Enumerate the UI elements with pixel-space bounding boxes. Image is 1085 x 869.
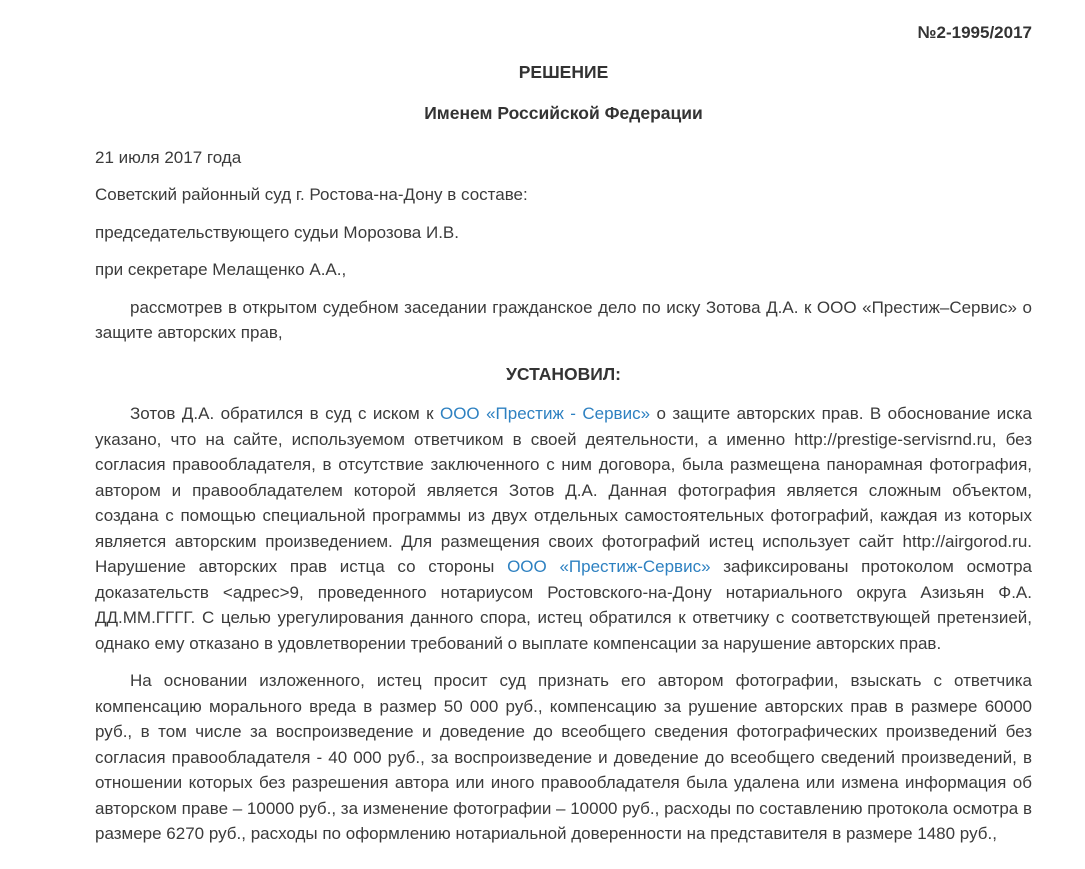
paragraph-text-segment: Зотов Д.А. обратился в суд с иском к — [130, 404, 440, 423]
court-name-line: Советский районный суд г. Ростова-на-Дону в составе: — [95, 185, 528, 204]
decision-date-line: 21 июля 2017 года — [95, 147, 242, 167]
case-summary-paragraph: рассмотрев в открытом судебном заседании гражданское дело по иску Зотова Д.А. к ООО «Престиж–Сервис» о защите авторских прав, — [95, 297, 1032, 342]
paragraph-text-segment: зафиксированы протоколом осмотра доказательств <адрес>9, проведенного нотариусом Ростовского-на-Дону нотариального округа Азизьян Ф.А. ДД.ММ.ГГГГ. С целью урегулирования данного спора, истец обратился к ответчику с соответствующей претензией, однако ему отказано в удовлетворении требований о выплате компенсации за нарушение авторских прав. — [95, 557, 1032, 653]
established-heading: УСТАНОВИЛ: — [506, 363, 621, 384]
case-number: №2-1995/2017 — [917, 23, 1032, 42]
defendant-company-link[interactable]: ООО «Престиж - Сервис» — [439, 404, 651, 423]
demands-paragraph: На основании изложенного, истец просит суд признать его автором фотографии, взыскать с ответчика компенсацию морального вреда в размер 50 000 руб., компенсацию за рушение авторских прав в размере 60000 руб., в том числе за воспроизведение и доведение до всеобщего сведения фотографических произведений без согласия правообладателя - 40 000 руб., за воспроизведение и доведение до всеобщего сведений произведений, в отношении которых без разрешения автора или иного правообладателя была удалена или измена информация об авторском праве – 10000 руб., за изменение фотографии – 10000 руб., расходы по составлению протокола осмотра в размере 6270 руб., расходы по оформлению нотариальной доверенности на представителя в размере 1480 руб., — [95, 671, 1032, 843]
claim-paragraph — [95, 401, 1032, 656]
document-title: РЕШЕНИЕ — [518, 61, 609, 82]
defendant-company-link[interactable]: ООО «Престиж-Сервис» — [507, 557, 711, 576]
document-subtitle: Именем Российской Федерации — [424, 103, 703, 123]
secretary-line: при секретаре Мелащенко А.А., — [95, 260, 347, 279]
paragraph-text-segment: о защите авторских прав. В обоснование иска указано, что на сайте, используемом ответчиком в своей деятельности, а именно http://prestige-servisrnd.ru, без согласия правообладателя, в отсутствие заключенного с ним договора, была размещена панорамная фотография, автором и правообладателем которой является Зотов Д.А. Данная фотография является сложным объектом, создана с помощью специальной программы из двух отдельных самостоятельных фотографий, каждая из которых является авторским произведением. Для размещения своих фотографий истец использует сайт http://airgorod.ru. Нарушение авторских прав истца со стороны — [95, 404, 1032, 576]
presiding-judge-line: председательствующего судьи Морозова И.В. — [95, 222, 459, 242]
